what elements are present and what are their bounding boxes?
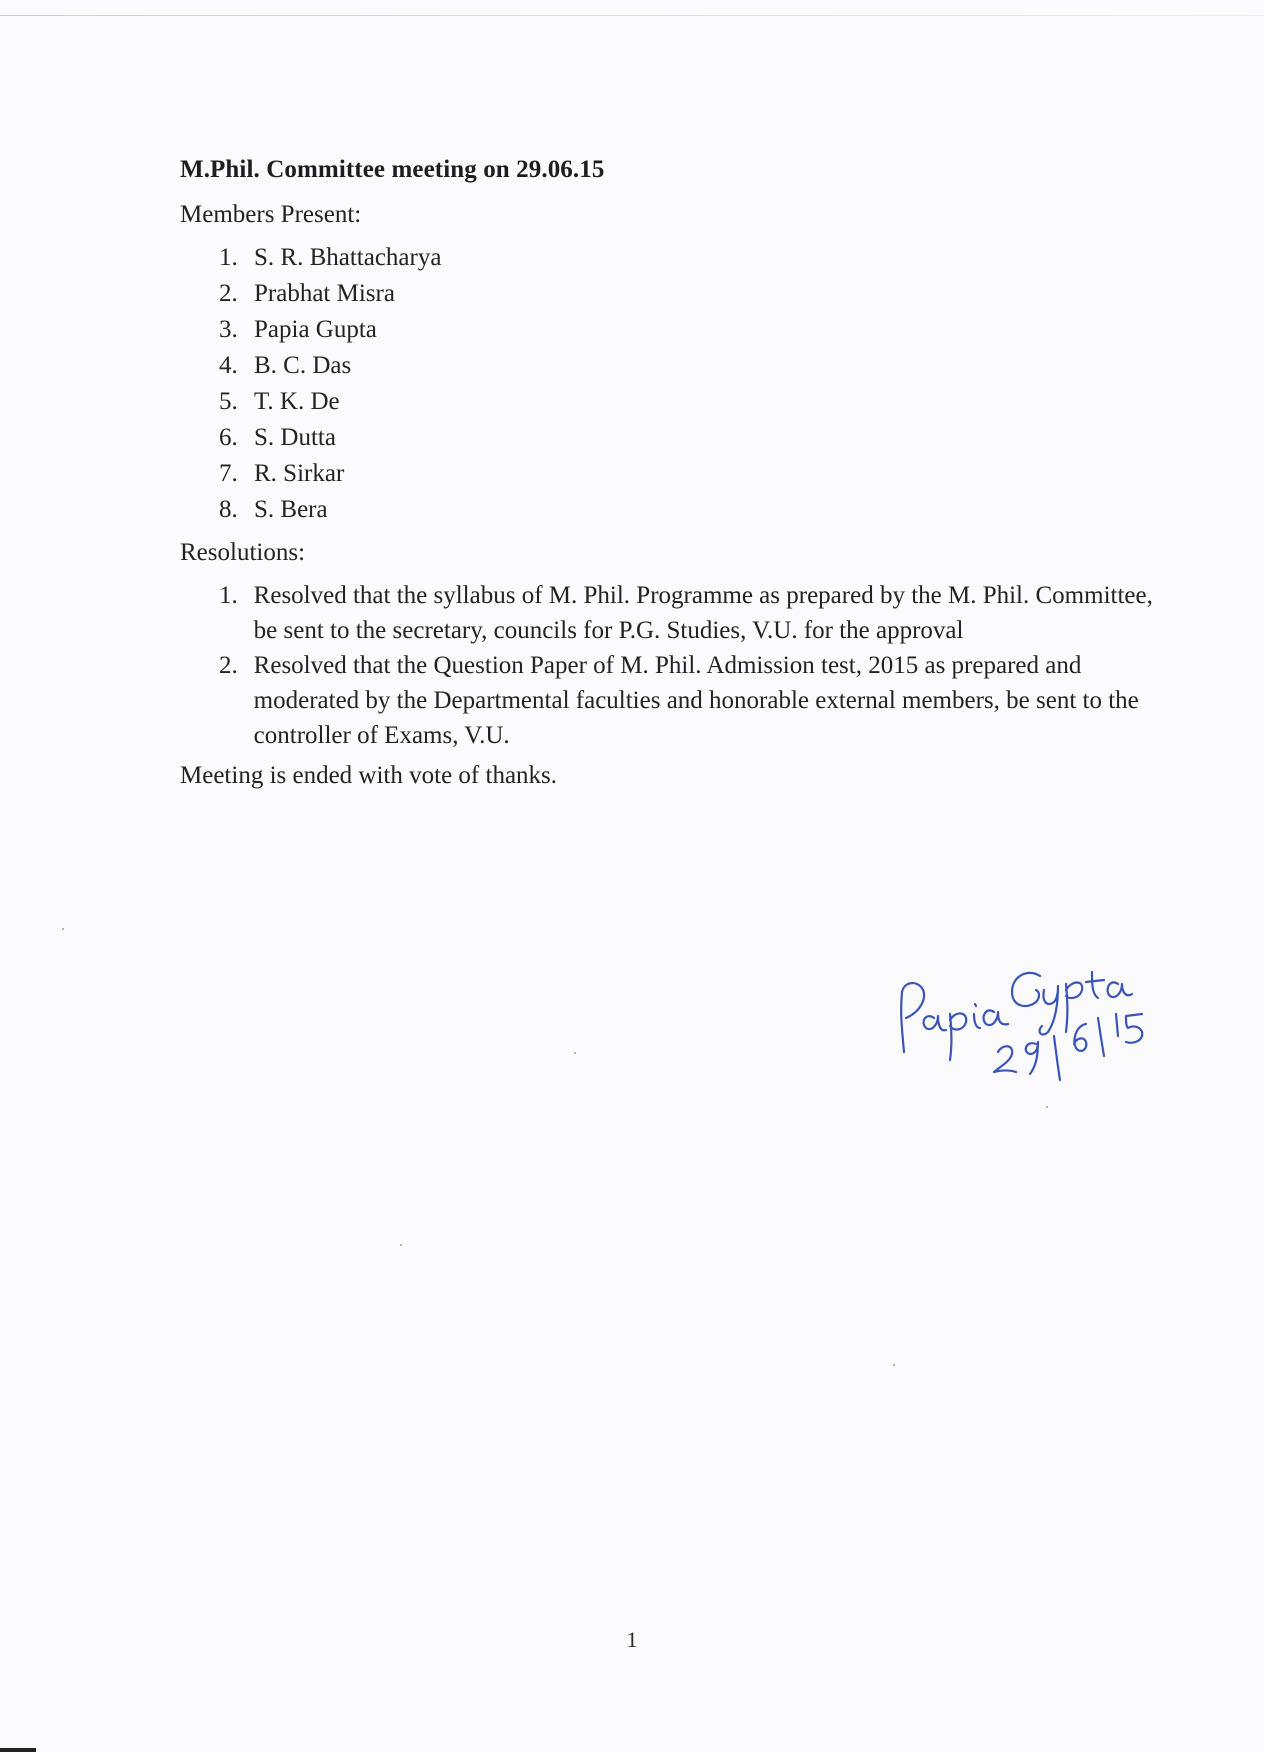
resolutions-list [180, 578, 1180, 753]
scan-speck [62, 928, 64, 930]
list-item [219, 492, 1180, 528]
list-item [219, 348, 1180, 384]
scan-speck [574, 1052, 576, 1054]
resolution-text: Resolved that the syllabus of M. Phil. Programme as prepared by the M. Phil. Committee, be sent to the secretary, councils for P.G. Studies, V.U. for the approval [253, 582, 1153, 644]
scan-speck [893, 1364, 895, 1366]
scan-speck [400, 1244, 402, 1246]
list-item [219, 648, 1180, 753]
list-number: 7. [219, 460, 238, 487]
member-name: B. C. Das [254, 352, 352, 379]
list-item [219, 456, 1180, 492]
document-body [180, 156, 1180, 790]
list-number: 5. [219, 388, 238, 415]
list-item [219, 420, 1180, 456]
member-name: S. R. Bhattacharya [254, 244, 442, 271]
list-item [219, 240, 1180, 276]
page-title: M.Phil. Committee meeting on 29.06.15 [180, 156, 605, 183]
list-item [219, 384, 1180, 420]
members-heading: Members Present: [180, 201, 362, 228]
member-name: Papia Gupta [254, 316, 377, 343]
scan-speck [1046, 1106, 1048, 1108]
member-name: S. Bera [254, 496, 328, 523]
list-number: 2. [219, 280, 238, 307]
member-name: S. Dutta [254, 424, 336, 451]
list-item [219, 276, 1180, 312]
members-list [180, 240, 1180, 528]
member-name: T. K. De [254, 388, 340, 415]
member-name: R. Sirkar [254, 460, 345, 487]
resolution-text: Resolved that the Question Paper of M. Phil. Admission test, 2015 as prepared and moderated by the Departmental faculties and honorable external members, be sent to the controller of Exams, V.U. [253, 652, 1139, 749]
page-number: 1 [626, 1627, 638, 1652]
list-number: 1. [219, 582, 238, 609]
closing-statement: Meeting is ended with vote of thanks. [180, 762, 558, 789]
list-item [219, 578, 1180, 648]
list-number: 2. [219, 652, 238, 679]
member-name: Prabhat Misra [254, 280, 395, 307]
resolutions-heading: Resolutions: [180, 539, 306, 566]
scan-corner-mark [0, 1748, 36, 1752]
handwritten-signature [890, 940, 1180, 1090]
list-item [219, 312, 1180, 348]
list-number: 6. [219, 424, 238, 451]
list-number: 3. [219, 316, 238, 343]
list-number: 4. [219, 352, 238, 379]
scan-top-edge-line [0, 15, 1264, 16]
list-number: 8. [219, 496, 238, 523]
list-number: 1. [219, 244, 238, 271]
